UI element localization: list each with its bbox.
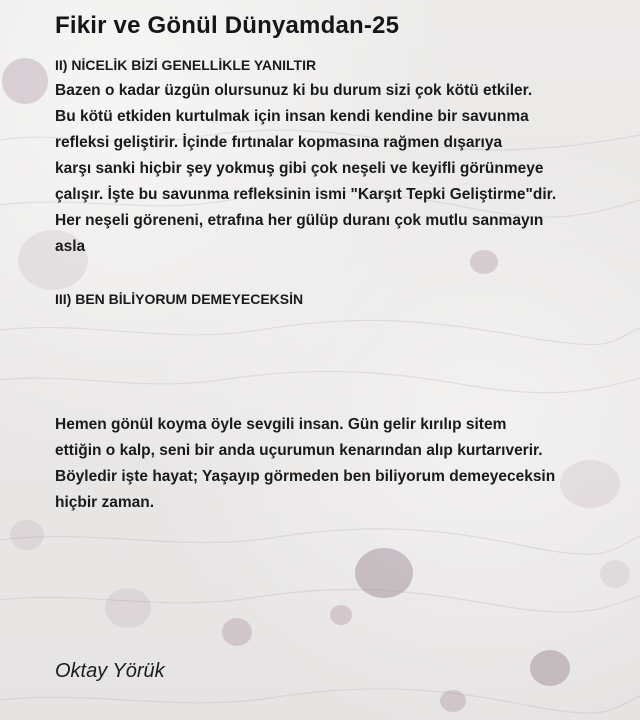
page-title: Fikir ve Gönül Dünyamdan-25 bbox=[55, 12, 400, 39]
text-line: çalışır. İşte bu savunma refleksinin ismi "Karşıt Tepki Geliştirme"dir. bbox=[55, 186, 557, 203]
text-line: asla bbox=[55, 238, 86, 255]
text-line: Hemen gönül koyma öyle sevgili insan. Gün gelir kırılıp sitem bbox=[55, 416, 507, 433]
section-3 bbox=[55, 412, 615, 516]
text-line: ettiğin o kalp, seni bir anda uçurumun kenarından alıp kurtarıverir. bbox=[55, 442, 543, 459]
text-line: Böyledir işte hayat; Yaşayıp görmeden ben biliyorum demeyeceksin bbox=[55, 468, 556, 485]
section-2 bbox=[55, 52, 615, 260]
text-line: karşı sanki hiçbir şey yokmuş gibi çok neşeli ve keyifli görünmeye bbox=[55, 160, 544, 177]
section-3-heading: III) BEN BİLİYORUM DEMEYECEKSİN bbox=[55, 291, 304, 307]
text-line: Bu kötü etkiden kurtulmak için insan kendi kendine bir savunma bbox=[55, 108, 529, 125]
text-line: Bazen o kadar üzgün olursunuz ki bu durum sizi çok kötü etkiler. bbox=[55, 82, 533, 99]
text-line: Her neşeli göreneni, etrafına her gülüp duranı çok mutlu sanmayın bbox=[55, 212, 544, 229]
text-line: hiçbir zaman. bbox=[55, 494, 155, 511]
section-2-heading: II) NİCELİK BİZİ GENELLİKLE YANILTIR bbox=[55, 57, 317, 73]
section-3-heading-block bbox=[55, 286, 615, 312]
author-name: Oktay Yörük bbox=[55, 660, 165, 682]
text-line: refleksi geliştirir. İçinde fırtınalar kopmasına rağmen dışarıya bbox=[55, 134, 503, 151]
